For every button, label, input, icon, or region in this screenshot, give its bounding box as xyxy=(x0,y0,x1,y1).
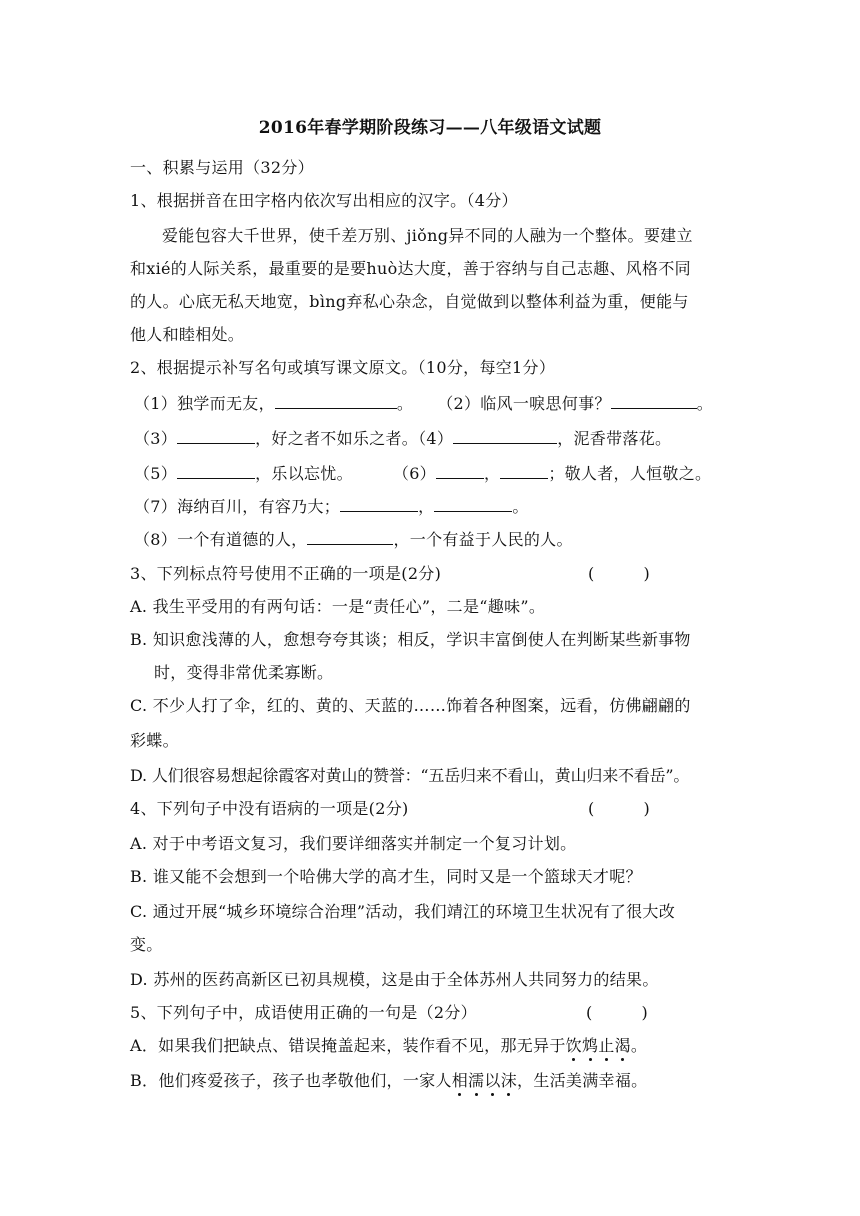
answer-bracket[interactable]: ( ) xyxy=(588,799,650,818)
option-a: A. 对于中考语文复习，我们要详细落实并制定一个复习计划。 xyxy=(130,834,577,853)
emphasized-char: 濡 xyxy=(468,1071,485,1090)
option-c-continued: 变。 xyxy=(130,935,163,954)
answer-blank[interactable] xyxy=(434,496,512,512)
answer-blank[interactable] xyxy=(500,463,548,479)
fill-item-3-4 xyxy=(134,428,671,449)
fill-item-text: ， xyxy=(484,464,501,483)
fill-item-8 xyxy=(134,529,573,550)
fill-item-text: ，泥香带落花。 xyxy=(557,429,672,448)
emphasized-char: 鸩 xyxy=(581,1036,599,1055)
question-1-passage-line: 他人和睦相处。 xyxy=(130,325,245,344)
fill-item-1-2 xyxy=(134,393,713,414)
emphasized-char: 相 xyxy=(451,1071,469,1090)
answer-blank[interactable] xyxy=(340,496,418,512)
question-1-passage-line: 和xié的人际关系，最重要的是要huò达大度，善于容纳与自己志趣、风格不同 xyxy=(130,259,691,278)
answer-blank[interactable] xyxy=(307,529,393,545)
option-b: B. 谁又能不会想到一个哈佛大学的高才生，同时又是一个篮球天才呢？ xyxy=(130,867,642,886)
question-1-passage-line: 的人。心底无私天地宽，bìng弃私心杂念，自觉做到以整体利益为重，便能与 xyxy=(130,292,689,311)
fill-item-text: ， xyxy=(418,497,435,516)
fill-item-text: ，好之者不如乐之者。 xyxy=(255,429,419,448)
answer-blank[interactable] xyxy=(275,393,397,409)
answer-blank[interactable] xyxy=(611,393,697,409)
section-heading: 一、积累与运用（32分） xyxy=(130,158,314,177)
fill-item-7 xyxy=(134,496,529,517)
answer-blank[interactable] xyxy=(436,463,484,479)
question-3-stem: 3、下列标点符号使用不正确的一项是(2分) xyxy=(130,564,442,583)
exam-title: 2016年春学期阶段练习——八年级语文试题 xyxy=(258,118,602,138)
option-text: A．如果我们把缺点、错误掩盖起来，装作看不见，那无异于 xyxy=(130,1036,566,1055)
question-2-stem: 2、根据提示补写名句或填写课文原文。（10分，每空1分） xyxy=(130,358,556,377)
option-b xyxy=(130,1071,647,1091)
fill-item-text: （5） xyxy=(134,464,178,483)
answer-blank[interactable] xyxy=(177,428,255,444)
question-1-stem: 1、根据拼音在田字格内依次写出相应的汉字。（4分） xyxy=(130,191,518,210)
option-a: A. 我生平受用的有两句话：一是“责任心”，二是“趣味”。 xyxy=(130,597,546,616)
option-c: C. 通过开展“城乡环境综合治理”活动，我们靖江的环境卫生状况有了很大改 xyxy=(130,902,676,921)
answer-bracket[interactable]: ( ) xyxy=(588,564,650,583)
emphasized-char: 饮 xyxy=(565,1036,582,1055)
fill-item-text: 。 xyxy=(512,497,529,516)
question-4-stem: 4、下列句子中没有语病的一项是(2分) xyxy=(130,799,409,818)
fill-item-text: 。 xyxy=(396,394,414,413)
option-c-continued: 彩蝶。 xyxy=(130,731,179,750)
option-d: D. 苏州的医药高新区已初具规模，这是由于全体苏州人共同努力的结果。 xyxy=(130,970,659,989)
emphasized-char: 沫 xyxy=(500,1071,518,1090)
fill-item-text: （2）临风一唳思何事？ xyxy=(437,394,611,413)
answer-bracket[interactable]: ( ) xyxy=(586,1003,648,1022)
answer-blank[interactable] xyxy=(177,463,255,479)
option-text: 。 xyxy=(630,1036,648,1055)
option-text: ，生活美满幸福。 xyxy=(517,1071,648,1090)
answer-blank[interactable] xyxy=(453,428,557,444)
fill-item-text: （6） xyxy=(392,464,436,483)
emphasized-char: 以 xyxy=(484,1071,501,1090)
fill-item-text: ，一个有益于人民的人。 xyxy=(393,530,573,549)
emphasized-char: 止 xyxy=(598,1036,615,1055)
fill-item-text: ，乐以忘忧。 xyxy=(255,464,353,483)
option-text: B．他们疼爱孩子，孩子也孝敬他们，一家人 xyxy=(130,1071,452,1090)
option-b: B. 知识愈浅薄的人，愈想夸夸其谈；相反，学识丰富倒使人在判断某些新事物 xyxy=(130,630,691,649)
fill-item-text: 。 xyxy=(696,394,713,413)
emphasized-char: 渴 xyxy=(614,1036,631,1055)
option-c: C. 不少人打了伞，红的、黄的、天蓝的……饰着各种图案，远看，仿佛翩翩的 xyxy=(130,696,691,715)
fill-item-text: （4） xyxy=(418,429,454,448)
fill-item-text: （3） xyxy=(134,429,178,448)
fill-item-text: ；敬人者，人恒敬之。 xyxy=(548,464,712,483)
option-b-continued: 时，变得非常优柔寡断。 xyxy=(154,663,334,682)
option-d: D. 人们很容易想起徐霞客对黄山的赞誉：“五岳归来不看山，黄山归来不看岳”。 xyxy=(130,766,690,785)
fill-item-text: （8）一个有道德的人， xyxy=(134,530,308,549)
question-5-stem: 5、下列句子中，成语使用正确的一句是（2分） xyxy=(130,1003,477,1022)
fill-item-text: （7）海纳百川，有容乃大； xyxy=(134,497,341,516)
question-1-passage-line: 爱能包容大千世界，使千差万别、jiǒng异不同的人融为一个整体。要建立 xyxy=(162,226,693,245)
fill-item-5-6 xyxy=(134,463,711,484)
fill-item-text: （1）独学而无友， xyxy=(134,394,275,413)
option-a xyxy=(130,1036,647,1056)
